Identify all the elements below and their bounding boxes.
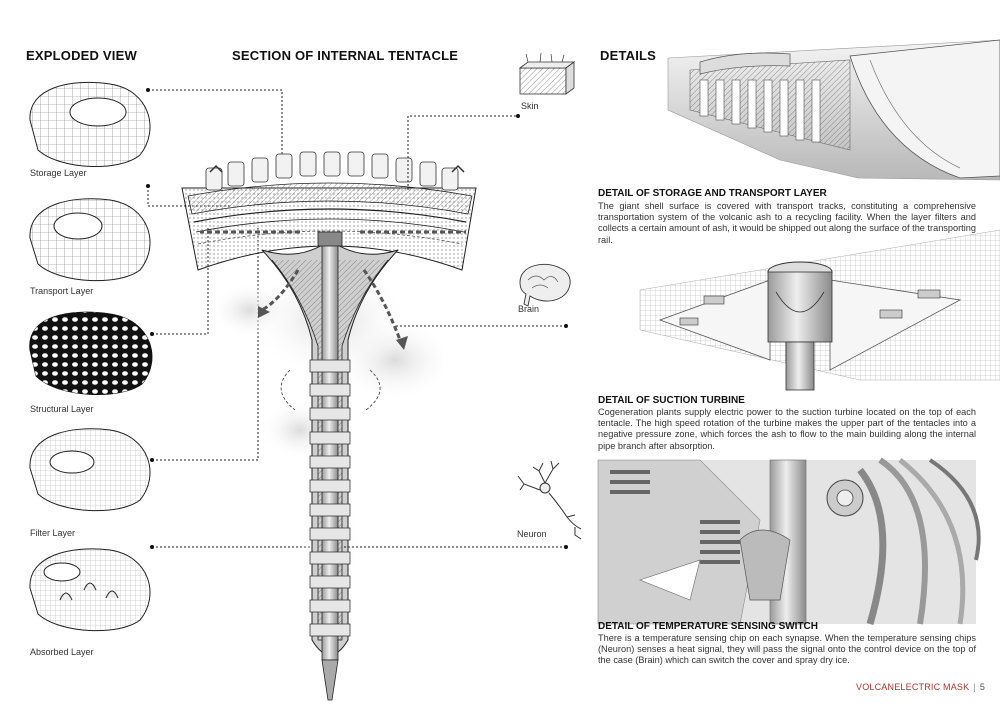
structural-layer-label: Structural Layer bbox=[30, 404, 94, 414]
brain-label: Brain bbox=[518, 304, 540, 314]
skin-drawing bbox=[520, 53, 574, 94]
detail-turbine-title: DETAIL OF SUCTION TURBINE bbox=[598, 395, 745, 406]
detail-switch-title: DETAIL OF TEMPERATURE SENSING SWITCH bbox=[598, 621, 819, 632]
filter-layer-drawing bbox=[30, 429, 150, 511]
page-number: 5 bbox=[979, 682, 986, 692]
neuron-label: Neuron bbox=[517, 529, 547, 539]
detail-switch-body: There is a temperature sensing chip on each synapse. When the temperature sensing chips (Neuron) senses a heat signal, they will pass the signal onto the control device on the top of the case (Brain) which can switch the cover and spray dry ice. bbox=[598, 633, 976, 666]
tentacle-section-drawing bbox=[182, 152, 476, 700]
storage-layer-label: Storage Layer bbox=[30, 168, 87, 178]
suction-turbine-detail-image bbox=[640, 230, 1000, 390]
section-heading: SECTION OF INTERNAL TENTACLE bbox=[232, 48, 459, 63]
detail-storage-body: The giant shell surface is covered with transport tracks, constituting a comprehensive transportation system of the volcanic ash to a recycling facility. When the layer filters and collects a certain amount of ash, it would be shipped out along the surface of the transporting rail. bbox=[598, 201, 976, 245]
footer-separator: | bbox=[973, 682, 976, 692]
brain-drawing bbox=[520, 264, 570, 306]
skin-label: Skin bbox=[521, 101, 539, 111]
filter-layer-label: Filter Layer bbox=[30, 528, 76, 538]
project-name: VOLCANELECTRIC MASK bbox=[856, 682, 970, 692]
absorbed-layer-drawing bbox=[30, 549, 150, 631]
neuron-drawing bbox=[518, 461, 581, 539]
detail-storage-title: DETAIL OF STORAGE AND TRANSPORT LAYER bbox=[598, 188, 827, 199]
absorbed-layer-label: Absorbed Layer bbox=[30, 647, 94, 657]
temperature-switch-detail-image bbox=[598, 460, 979, 624]
storage-transport-detail-image bbox=[668, 40, 1000, 180]
storage-layer-drawing bbox=[30, 82, 150, 166]
transport-layer-label: Transport Layer bbox=[30, 286, 94, 296]
structural-layer-drawing bbox=[30, 312, 152, 394]
page-footer bbox=[856, 682, 985, 692]
transport-layer-drawing bbox=[30, 199, 150, 281]
exploded-view-heading: EXPLODED VIEW bbox=[26, 48, 137, 63]
detail-turbine-body: Cogeneration plants supply electric power to the suction turbine located on the top of each tentacle. The high speed rotation of the turbine makes the upper part of the tentacles into a negative pressure zone, which forces the ash to flow to the main building along the internal pipe branch after absorption. bbox=[598, 407, 976, 451]
details-heading: DETAILS bbox=[600, 48, 657, 63]
